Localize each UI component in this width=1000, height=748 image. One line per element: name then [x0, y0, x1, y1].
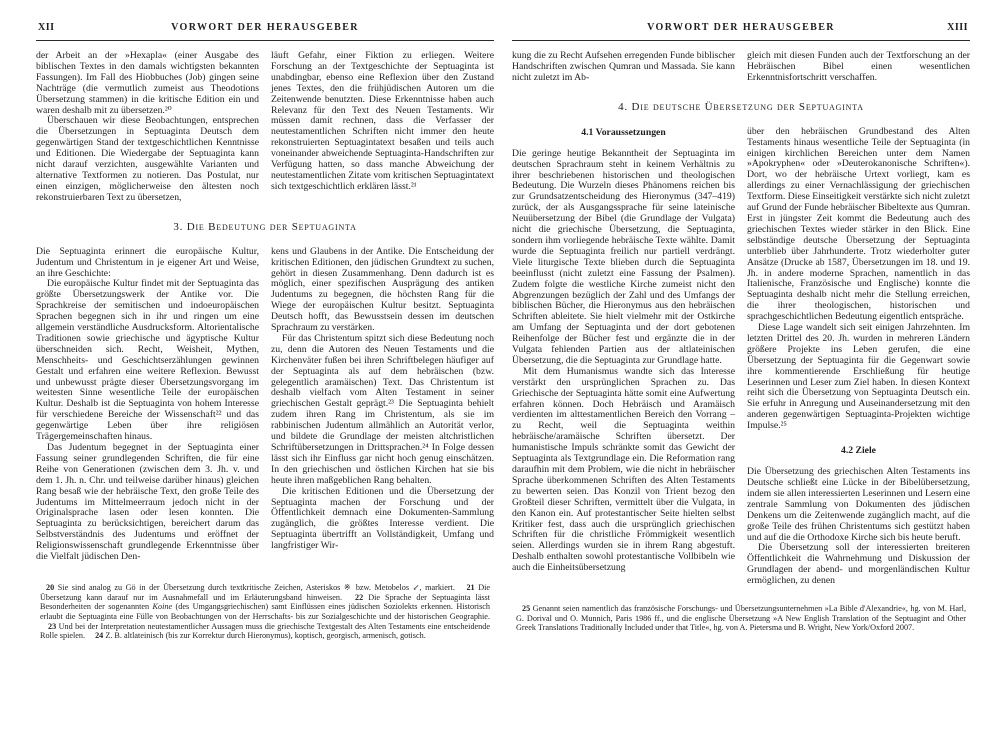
body-paragraph: Die kritischen Editionen und die Übersetzung der Septuaginta machen der Forschung und der Öffentlichkeit demnach eine Dokumenten-Sammlung zugänglich, die größtes Interesse verdient. Die Septuaginta übertrifft an Vollständigkeit, Umfang und langfristiger Wir- [271, 485, 494, 552]
sub-heading-4-1: 4.1 Voraussetzungen [581, 126, 666, 138]
sub-heading-4-2: 4.2 Ziele [841, 445, 876, 457]
body-paragraph: Die Septuaginta erinnert die europäische Kultur, Judentum und Christentum in je eigener Art und Weise, an ihre Geschichte: [36, 245, 259, 279]
left-page-header [36, 22, 494, 41]
left-page-bottom-block [36, 247, 494, 563]
page-number-left: XII [38, 22, 55, 33]
right-bottom-column-2 [747, 127, 970, 587]
page-number-right: XIII [947, 22, 968, 33]
footnote-number: 24 [95, 631, 104, 641]
footnotes-right [516, 604, 966, 633]
footnote-text: Sie sind analog zu Gö in der Übersetzung durch textkritische Zeichen, Asteriskos ※ bzw. Metobelos ↙, markiert. [57, 582, 455, 592]
running-title-right: VORWORT DER HERAUSGEBER [647, 22, 835, 33]
right-top-column-1 [512, 51, 735, 84]
left-page-top-block [36, 51, 494, 204]
body-paragraph: Die Übersetzung des griechischen Alten Testaments ins Deutsche schließt eine Lücke in der Bibelübersetzung, indem sie allen interessierten Leserinnen und Lesern eine zentrale Sammlung von Dokumenten des jüdischen Denkens um die Zeitenwende zugänglich macht, auf die große Teile des frühen Christentums sich gestützt haben und auf die die Orthodoxe Kirche sich bis heute beruft. [747, 466, 970, 543]
body-paragraph: Für das Christentum spitzt sich diese Bedeutung noch zu, denn die Autoren des Neuen Testaments und die Kirchenväter fußen bei ihren Schriftbelegen häufiger auf der Septuaginta als auf dem hebräischen (bzw. gelegentlich aramäischen) Text. Das Christentum ist deshalb vielfach vom Alten Testament in seiner griechischen Gestalt geprägt.²³ Die Septuaginta behielt zudem ihren Rang im Christentum, als sie im rabbinischen Judentum allmählich an Autorität verlor, und bildete die Grundlage der meisten altchristlichen Schriftübersetzungen in Drittsprachen.²⁴ In Folge dessen lässt sich ihr Einfluss gar nicht hoch genug einschätzen. In den griechischen und östlichen Kirchen hat sie bis heute ihren maßgeblichen Rang behalten. [271, 332, 494, 486]
body-paragraph: gleich mit diesen Funden auch der Textforschung an der Hebräischen Bibel einen wesentlichen Erkenntnisfortschritt verschaffen. [747, 50, 970, 83]
right-page-top-block [512, 51, 970, 84]
section-heading-4: 4. Die deutsche Übersetzung der Septuaginta [618, 100, 864, 113]
left-bottom-column-1 [36, 247, 259, 563]
footnote-number: 20 [46, 582, 55, 592]
running-title-left: VORWORT DER HERAUSGEBER [171, 22, 359, 33]
footnote-text: Genannt seien namentlich das französische Forschungs- und Übersetzungsunternehmen »La Bible d'Alexandrie«, hg. von M. Harl, G. Dorival und O. Munnich, Paris 1986 ff., und die englische Übersetzung »A New English Translation of the Septuagint and Other Greek Translations Traditionally Included under that Title«, hg. von A. Pietersma und B. Wright, New York/Oxford 2007. [516, 604, 966, 633]
footnote-text: Und bei der Interpretation neutestamentlicher Aussagen muss die griechische Textgestalt des Alten Testaments eine entscheidende Rolle spielen. [40, 621, 490, 641]
footnote-number: 25 [522, 604, 531, 614]
body-paragraph: läuft Gefahr, einer Fiktion zu erliegen. Weitere Forschung an der Textgeschichte der Septuaginta ist unabdingbar, ebenso eine Reflexion über den Zustand jenes Textes, den die frühjüdischen Autoren um die Zeitenwende benutzten. Diese Erkenntnisse haben auch Relevanz für den Text des Neuen Testaments. Wir müssen damit rechnen, dass die Verfasser der neutestamentlichen Schriften nicht immer den heute rekonstruierten Septuagintatext besaßen und teils auch voneinander abweichende Septuaginta-Handschriften zur Verfügung hatten, so dass manche Abweichung der neutestamentlichen Zitate vom kritischen Septuagintatext sich textgeschichtlich erklären lässt.²¹ [271, 50, 494, 192]
body-paragraph: der Arbeit an der »Hexapla« (einer Ausgabe des biblischen Textes in den damals wichtigsten bekannten Fassungen). Im Fall des Hiobbuches (Job) gingen seine Nachträge (die vermutlich zumeist aus Theodotions Übersetzung stammen) in die kritische Edition ein und waren deshalb mit zu übersetzen.²⁰ [36, 50, 259, 116]
footnote-text: (des Umgangsgriechischen) samt Einflüssen eines jüdischen Soziolekts erkennen. Historisch erlaubt die Septuaginta eine Fülle von Beobachtungen von der Herrschafts- bis zur Sozialgeschichte und der historischen Geographie. [40, 602, 490, 622]
footnotes-left [40, 583, 490, 641]
right-page-header [512, 22, 970, 41]
footnote-text: Z. B. altlateinisch (bis zur Korrektur durch Hieronymus), koptisch, georgisch, armenisch, gotisch. [105, 631, 426, 641]
body-paragraph: Die europäische Kultur findet mit der Septuaginta das größte Übersetzungswerk der Antike vor. Die Sprachkreise der semitischen und indoeuropäischen Sprachen begegnen sich in ihr und ringen um eine allgemein verständliche Ausdrucksform. Altorientalische Traditionen sowie griechische und ägyptische Kultur überschneiden sich. Recht, Weisheit, Mythen, Menschheits- und Geschichtserzählungen gewinnen Gestalt und erfahren eine weitere Reflexion. Bewusst und unbewusst prägte dieser Übersetzungsvorgang im weitesten Sinne wesentliche Teile der europäischen Kultur. Deshalb ist die Septuaginta von hohem Interesse für verschiedene Bereiche der Wissenschaft²² und das gegenwärtige Leben über ihre religiösen Trägergemeinschaften hinaus. [36, 278, 259, 443]
body-paragraph: kung die zu Recht Aufsehen erregenden Funde biblischer Handschriften zwischen Qumran und Massada. Sie kann nicht zuletzt im Ab- [512, 50, 735, 83]
left-page [36, 22, 494, 748]
right-page [512, 22, 970, 748]
footnote-number: 23 [48, 621, 57, 631]
body-paragraph: Überschauen wir diese Beobachtungen, entsprechen die Übersetzungen in Septuaginta Deutsch dem gegenwärtigen Stand der textgeschichtlichen Kenntnisse und Editionen. Die Wiedergabe der Septuaginta kann nicht darauf verzichten, ausgewählte Varianten und alternative Textformen zu notieren. Das Postulat, nur einen einzigen, möglicherweise den ältesten noch rekonstruierbaren Text zu übersetzen, [36, 115, 259, 203]
body-paragraph: über den hebräischen Grundbestand des Alten Testaments hinaus wesentliche Teile der Septuaginta (in einigen kirchlichen Bereichen unter dem Namen »Apokryphen« oder »Deuterokanonische Schriften«). Dort, wo der hebräische Urtext vorliegt, kam es allerdings zu einer Vernachlässigung der griechischen Textform. Diese Einseitigkeit verstärkte sich nicht zuletzt auf Grund der Funde hebräischer Bibeltexte aus Qumran. Erst in jüngster Zeit kommt die Bedeutung auch des griechischen Textes wieder stärker in den Blick. Eine selbständige deutsche Übersetzung der Septuaginta unterblieb über Jahrhunderte. Trotz wiederholter guter Ansätze (Drucke ab 1587, Übersetzungen im 18. und 19. Jh. in andere moderne Sprachen, namentlich in das Italienische, Französische und Englische) konnte die Septuaginta deshalb nicht mehr die Stellung erreichen, die ihrer theologischen, historischen und sprachgeschichtlichen Bedeutung eigentlich entspräche. [747, 125, 970, 323]
right-bottom-column-1 [512, 127, 735, 587]
body-paragraph: Diese Lage wandelt sich seit einigen Jahrzehnten. Im letzten Drittel des 20. Jh. wurden in mehreren Ländern größere Projekte ins Leben gerufen, die eine Übersetzung der Septuaginta für die Gegenwart sowie ihre kommentierende Erschließung für heutige Leserinnen und Leser zum Ziel haben. In diesen Kontext reiht sich die Übersetzung von Septuaginta Deutsch ein. Sie erfuhr in Anregung und Auseinandersetzung mit den anderen gegenwärtigen Septuaginta-Projekten wichtige Impulse.²⁵ [747, 322, 970, 432]
footnote-italic-term: Koine [152, 602, 173, 612]
left-bottom-column-2 [271, 247, 494, 563]
section-heading-3: 3. Die Bedeutung der Septuaginta [173, 220, 357, 233]
footnote-text: Die Übersetzung kann darauf nur im Ausnahmefall und im Erläuterungsband hinweisen. [40, 582, 491, 602]
footnote-text: Die Sprache der Septuaginta lässt Besonderheiten der sogenannten [40, 592, 491, 612]
right-page-bottom-block [512, 127, 970, 587]
body-paragraph: Mit dem Humanismus wandte sich das Interesse verstärkt den ursprünglichen Sprachen zu. Das Griechische der Septuaginta hätte somit eine Aufwertung erfahren können. Doch Hebräisch und Aramäisch verdienten im alttestamentlichen Bereich den Vorrang – zu Recht, weil die Septuaginta weithin hebräische/aramäische Schriften übersetzt. Der humanistische Impuls schränkte somit das Gewicht der Septuaginta als Textgrundlage ein. Die Reformation rang daraufhin mit dem Problem, wie die nicht in hebräischer Sprache überkommenen Schriften des Alten Testaments zu bewerten seien. Das Konzil von Trient bezog den Großteil dieser Schriften, vermittelt über die Vulgata, in den Kanon ein. Auf protestantischer Seite hielten selbst Kritiker fest, dass auch die ursprünglich griechischen Schriften für die christliche Frömmigkeit wesentlich seien. Allerdings wurden sie in ihrem Rang abgestuft. Deshalb enthalten sowohl protestantische Vollbibeln wie auch die Einheitsübersetzung [512, 365, 735, 574]
footnote-number: 21 [466, 582, 475, 592]
body-paragraph: kens und Glaubens in der Antike. Die Entscheidung der kritischen Editionen, den jüdischen Grundtext zu suchen, gehört in diesen Zusammenhang. Denn dadurch ist es möglich, einer spezifischen Ausprägung des antiken Judentums zu begegnen, die höchsten Rang für die Wiege der europäischen Kultur besitzt. Septuaginta Deutsch hofft, das Bewusstsein dessen im deutschen Sprachraum zu verstärken. [271, 245, 494, 334]
body-paragraph: Das Judentum begegnet in der Septuaginta einer Fassung seiner grundlegenden Schriften, die für eine Reihe von Generationen (zwischen dem 3. Jh. v. und dem 1. Jh. n. Chr. und teilweise darüber hinaus) gleichen Rang besaß wie der hebräische Text, den große Teile des Judentums im Mittelmeerraum jedoch nicht in der Originalsprache lasen oder lesen konnten. Die Septuaginta zu berücksichtigen, bereichert darum das Selbstverständnis des Judentums und eröffnet der Religionswissenschaft grundlegende Erkenntnisse über die Vielfalt jüdischen Den- [36, 442, 259, 563]
body-paragraph: Die Übersetzung soll der interessierten breiteren Öffentlichkeit die Wahrnehmung und Diskussion der Grundlagen der abend- und morgenländischen Kultur ermöglichen, zu denen [747, 542, 970, 587]
footnote-number: 22 [355, 592, 364, 602]
left-top-column-1 [36, 51, 259, 204]
left-top-column-2 [271, 51, 494, 204]
right-top-column-2 [747, 51, 970, 84]
body-paragraph: Die geringe heutige Bekanntheit der Septuaginta im deutschen Sprachraum steht in keinem Verhältnis zu ihrer beschriebenen historischen und theologischen Bedeutung. Die Wurzeln dieses Phänomens reichen bis zur Grundsatzentscheidung des Hieronymus (347–419) zurück, der als Ausgangssprache für seine lateinische Neuübersetzung der Bibel (die Grundlage der Vulgata) nicht die griechische Übersetzung, die Septuaginta, sondern ihm vorliegende hebräische Texte wählte. Damit wurde die Septuaginta freilich nur partiell verdrängt. Viele liturgische Texte blieben durch die Septuaginta beeinflusst (nicht zuletzt eine Fassung der Psalmen). Zudem folgte die westliche Kirche zumeist nicht den Abgrenzungen bezüglich der Zahl und des Umfangs der biblischen Bücher, die Hieronymus aus den hebräischen Schriften ableitete. Sie hielt vielmehr mit der Ostkirche am Umfang der Septuaginta und der dort gebotenen Reihenfolge der Bücher fest und ergänzte die in der Vulgata fehlenden Partien aus der altlateinischen Übersetzung, die die Septuaginta zur Grundlage hatte. [512, 147, 735, 366]
